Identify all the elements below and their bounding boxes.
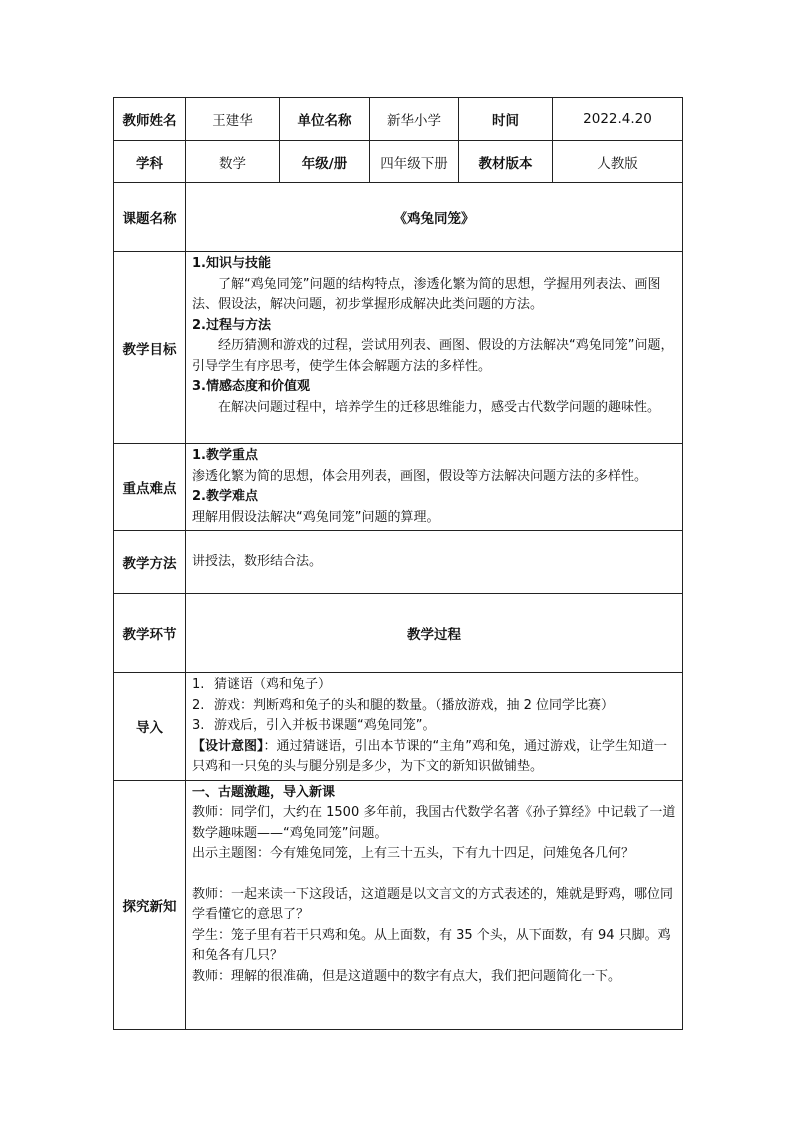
process-value: 教学过程 (186, 594, 683, 673)
key-point-heading-1: 1.教学重点 (192, 448, 258, 463)
process-row (114, 594, 683, 673)
methods-row (114, 531, 683, 594)
unit-label: 单位名称 (280, 98, 370, 141)
teacher-label: 教师姓名 (114, 98, 186, 141)
header-row-2 (114, 141, 683, 183)
explore-text-1: 教师：同学们，大约在 1500 多年前，我国古代数学名著《孙子算经》中记载了一道数学趣味题——“鸡兔同笼”问题。 (192, 805, 676, 841)
grade-label: 年级/册 (280, 141, 370, 183)
methods-label: 教学方法 (114, 531, 186, 594)
intro-item: 2. 游戏：判断鸡和兔子的头和腿的数量。（播放游戏，抽 2 位同学比赛） (192, 697, 615, 713)
lesson-plan-table (113, 97, 683, 1030)
explore-text-3: 教师：一起来读一下这段话，这道题是以文言文的方式表述的，雉就是野鸡，哪位同学看懂它的意思了？ (192, 886, 674, 922)
objective-text-2: 经历猜测和游戏的过程，尝试用列表、画图、假设的方法解决“鸡兔同笼”问题，引导学生有序思考，使学生体会解题方法的多样性。 (192, 338, 674, 374)
explore-heading-1: 一、古题激趣，导入新课 (192, 784, 336, 800)
objectives-row (114, 252, 683, 444)
key-points-content (186, 444, 683, 531)
header-row-1 (114, 98, 683, 141)
time-label: 时间 (459, 98, 553, 141)
grade-value: 四年级下册 (370, 141, 459, 183)
key-points-label: 重点难点 (114, 444, 186, 531)
explore-label: 探究新知 (114, 780, 186, 1029)
explore-content (186, 780, 683, 1029)
intro-item: 3. 游戏后，引入并板书课题“鸡兔同笼”。 (192, 718, 436, 733)
intro-item: 1. 猜谜语（鸡和兔子） (192, 677, 332, 692)
key-point-heading-2: 2.教学难点 (192, 489, 258, 504)
design-intent-label: 【设计意图】 (192, 738, 264, 754)
lesson-plan-page (113, 97, 682, 1030)
design-intent (192, 737, 679, 778)
design-intent-text: ：通过猜谜语，引出本节课的“主角”鸡和兔，通过游戏，让学生知道一只鸡和一只兔的头与腿分别是多少，为下文的新知识做铺垫。 (192, 738, 667, 774)
intro-row (114, 673, 683, 781)
objectives-content (186, 252, 683, 444)
explore-text-2: 出示主题图：今有雉兔同笼，上有三十五头，下有九十四足，问雉兔各几何？ (192, 846, 635, 861)
objective-text-1: 了解“鸡兔同笼”问题的结构特点，渗透化繁为简的思想，学握用列表法、画图法、假设法，解决问题，初步掌握形成解决此类问题的方法。 (192, 276, 661, 312)
objective-heading-2: 2.过程与方法 (192, 317, 271, 333)
objective-text-3: 在解决问题过程中，培养学生的迁移思维能力，感受古代数学问题的趣味性。 (218, 399, 661, 415)
methods-value: 讲授法，数形结合法。 (186, 531, 683, 594)
explore-text-5: 教师：理解的很准确，但是这道题中的数字有点大，我们把问题简化一下。 (192, 968, 622, 984)
topic-value: 《鸡兔同笼》 (186, 183, 683, 252)
key-points-row (114, 444, 683, 531)
time-value: 2022.4.20 (553, 98, 683, 141)
teacher-value: 王建华 (186, 98, 280, 141)
topic-label: 课题名称 (114, 183, 186, 252)
subject-value: 数学 (186, 141, 280, 183)
key-point-text-2: 理解用假设法解决“鸡兔同笼”问题的算理。 (192, 509, 440, 525)
textbook-label: 教材版本 (459, 141, 553, 183)
objective-heading-3: 3.情感态度和价值观 (192, 379, 310, 394)
objective-heading-1: 1.知识与技能 (192, 256, 271, 271)
paragraph-gap (192, 865, 679, 885)
textbook-value: 人教版 (553, 141, 683, 183)
explore-text-4: 学生：笼子里有若干只鸡和兔。从上面数，有 35 个头，从下面数，有 94 只脚。鸡和兔各有几只？ (192, 927, 671, 963)
explore-row (114, 780, 683, 1029)
objectives-label: 教学目标 (114, 252, 186, 444)
process-label: 教学环节 (114, 594, 186, 673)
topic-row (114, 183, 683, 252)
unit-value: 新华小学 (370, 98, 459, 141)
intro-content (186, 673, 683, 781)
intro-label: 导入 (114, 673, 186, 781)
subject-label: 学科 (114, 141, 186, 183)
key-point-text-1: 渗透化繁为简的思想，体会用列表，画图，假设等方法解决问题方法的多样性。 (192, 468, 648, 484)
